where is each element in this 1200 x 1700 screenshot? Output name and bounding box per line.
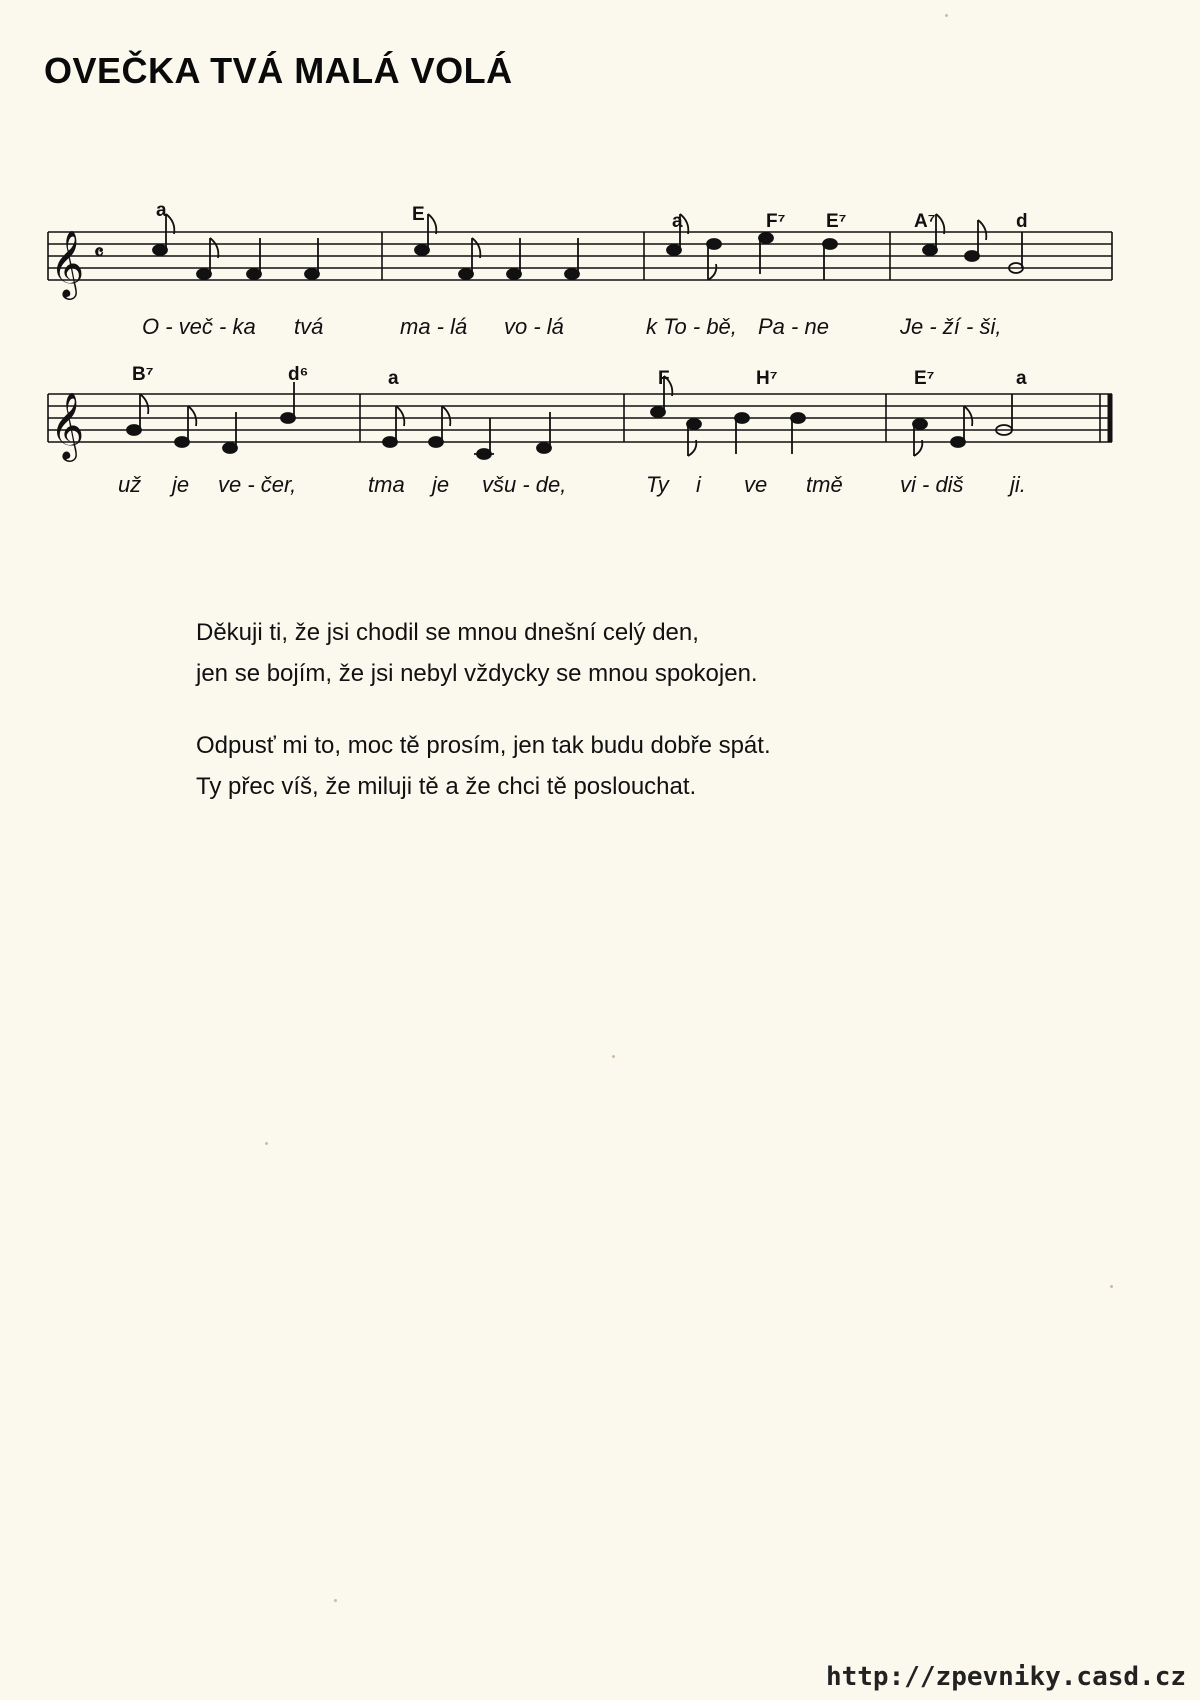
paper-speck [1110,1285,1113,1288]
chord-symbol: a [388,368,399,389]
lyric-syllable: k To - bě, [646,314,737,338]
lyric-syllable: tmě [806,472,843,497]
song-title: OVEČKA TVÁ MALÁ VOLÁ [44,50,513,91]
lyric-syllable: ji. [1010,472,1026,497]
treble-clef-icon: 𝄞 [50,391,85,459]
paper-speck [265,1142,268,1145]
song-verses [196,612,1016,838]
chord-symbol: A⁷ [914,211,936,232]
paper-speck [612,1055,615,1058]
lyric-syllable: ve [744,472,768,497]
lyric-syllable: ma - lá [400,314,468,338]
music-staff-2 [44,360,1124,500]
chord-symbol: E⁷ [914,368,935,389]
verse-line: Děkuji ti, že jsi chodil se mnou dnešní celý den, [196,619,699,646]
time-signature-icon: 𝄴 [94,241,104,266]
verse-line: Ty přec víš, že miluji tě a že chci tě poslouchat. [196,773,697,800]
source-url: http://zpevniky.casd.cz [825,1662,1186,1692]
treble-clef-icon: 𝄞 [50,229,85,297]
lyric-syllable: i [696,472,701,497]
verse-line: jen se bojím, že jsi nebyl vždycky se mnou spokojen. [196,660,758,687]
lyric-syllable: vi - diš [900,472,964,497]
lyric-syllable: Ty [646,472,669,497]
lyric-syllable: je [432,472,450,497]
lyric-syllable: Pa - ne [758,314,829,338]
chord-symbol: E⁷ [826,211,847,232]
chord-symbol: a [672,211,683,232]
lyric-syllable: Je - ží - ši, [900,314,1002,338]
chord-symbol: F⁷ [766,211,786,232]
chord-symbol: a [1016,368,1027,389]
lyric-syllable: je [172,472,190,497]
stanza-1 [196,612,1016,694]
chord-symbol: E [412,204,425,225]
lyric-syllable: vo - lá [504,314,564,338]
chord-symbol: a [156,200,167,221]
paper-speck [334,1599,337,1602]
chord-symbol: F [658,368,670,389]
paper-speck [945,14,948,17]
chord-symbol: d [1016,211,1028,232]
music-staff-1 [44,198,1124,338]
stanza-2 [196,725,1016,807]
verse-line: Odpusť mi to, moc tě prosím, jen tak budu dobře spát. [196,732,771,759]
chord-symbol: B⁷ [132,364,154,385]
lyric-syllable: tvá [294,314,324,338]
lyric-syllable: už [118,472,142,497]
lyric-syllable: ve - čer, [218,472,297,497]
chord-symbol: H⁷ [756,368,778,389]
chord-symbol: d⁶ [288,364,309,385]
lyric-syllable: všu - de, [482,472,567,497]
lyric-syllable: tma [368,472,405,497]
lyric-syllable: O - več - ka [142,314,256,338]
